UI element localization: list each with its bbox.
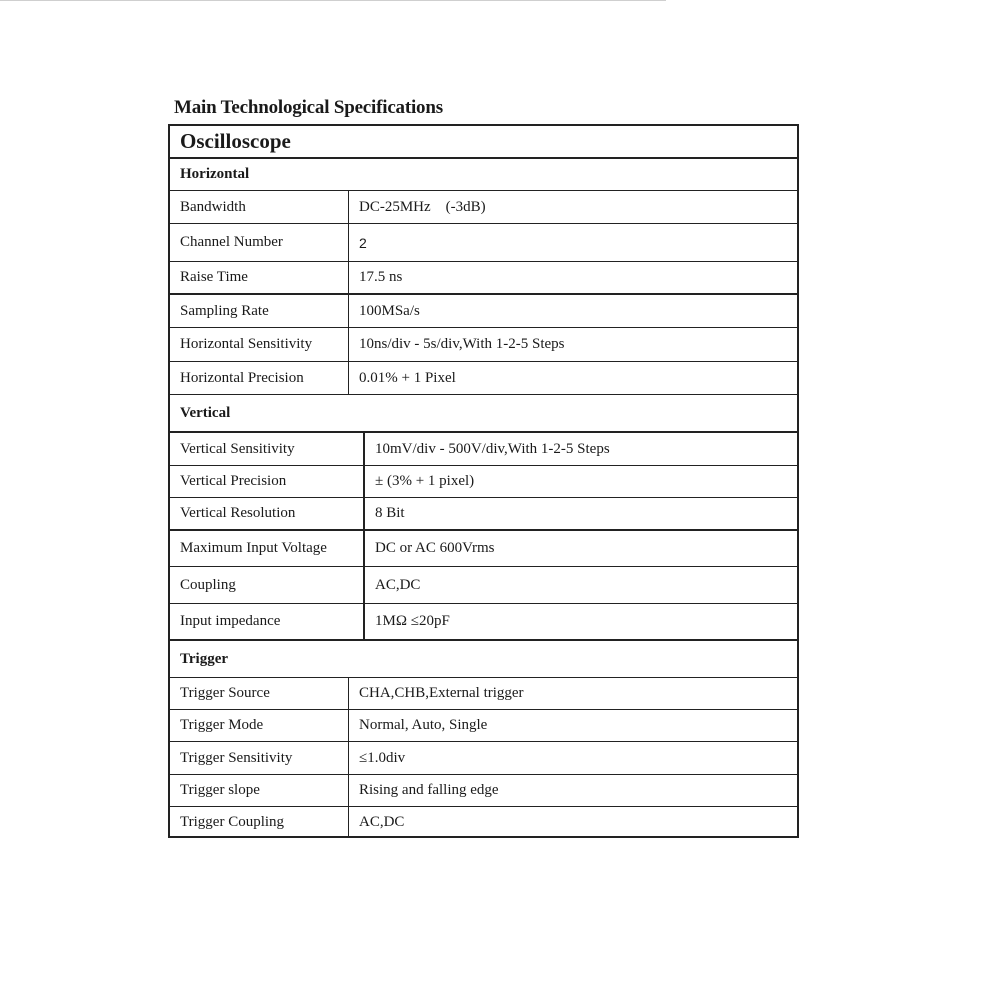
table-row xyxy=(170,807,797,838)
section-title-trigger: Trigger xyxy=(180,650,229,667)
table-row xyxy=(170,362,797,395)
spec-label: Vertical Sensitivity xyxy=(180,440,295,457)
spec-label: Vertical Precision xyxy=(180,473,287,489)
spec-label: Horizontal Precision xyxy=(180,369,304,386)
spec-value: DC-25MHz (-3dB) xyxy=(348,191,797,223)
table-heading-row xyxy=(170,126,797,159)
table-row xyxy=(170,466,797,498)
spec-label: Trigger Coupling xyxy=(180,814,285,830)
spec-value: DC or AC 600Vrms xyxy=(363,531,797,566)
spec-label: Horizontal Sensitivity xyxy=(180,336,313,352)
table-row xyxy=(170,328,797,362)
table-heading: Oscilloscope xyxy=(180,129,291,153)
table-row xyxy=(170,710,797,742)
spec-value: AC,DC xyxy=(348,807,797,838)
spec-value: 1MΩ ≤20pF xyxy=(363,604,797,639)
table-row xyxy=(170,775,797,807)
section-row-trigger xyxy=(170,641,797,678)
table-row xyxy=(170,498,797,531)
table-row xyxy=(170,262,797,295)
spec-value: 100MSa/s xyxy=(348,295,797,327)
table-row xyxy=(170,191,797,224)
spec-table xyxy=(168,124,799,838)
spec-label: Input impedance xyxy=(180,613,281,629)
spec-value: 2 xyxy=(348,224,797,261)
spec-label: Trigger Mode xyxy=(180,717,264,733)
spec-value: 10mV/div - 500V/div,With 1-2-5 Steps xyxy=(363,433,797,465)
table-row xyxy=(170,224,797,262)
spec-label: Coupling xyxy=(180,576,236,593)
page-title: Main Technological Specifications xyxy=(174,97,443,118)
spec-value: 10ns/div - 5s/div,With 1-2-5 Steps xyxy=(348,328,797,361)
section-title-vertical: Vertical xyxy=(180,404,231,421)
table-row xyxy=(170,742,797,775)
section-row-vertical xyxy=(170,395,797,433)
top-divider-line xyxy=(0,0,666,1)
spec-label: Trigger slope xyxy=(180,782,260,798)
table-row xyxy=(170,567,797,604)
table-row xyxy=(170,295,797,328)
section-title-horizontal: Horizontal xyxy=(180,166,250,182)
table-row xyxy=(170,433,797,466)
spec-label: Trigger Sensitivity xyxy=(180,749,293,766)
spec-value: AC,DC xyxy=(363,567,797,603)
spec-value: ± (3% + 1 pixel) xyxy=(363,466,797,497)
spec-value: 8 Bit xyxy=(363,498,797,529)
spec-label: Maximum Input Voltage xyxy=(180,540,327,556)
spec-value: CHA,CHB,External trigger xyxy=(348,678,797,709)
spec-label: Raise Time xyxy=(180,269,248,285)
section-row-horizontal xyxy=(170,159,797,191)
spec-value: ≤1.0div xyxy=(348,742,797,774)
table-row xyxy=(170,531,797,567)
spec-label: Vertical Resolution xyxy=(180,505,296,521)
table-row xyxy=(170,678,797,710)
spec-label: Channel Number xyxy=(180,234,283,250)
spec-label: Bandwidth xyxy=(180,198,246,215)
spec-value: Rising and falling edge xyxy=(348,775,797,806)
table-row xyxy=(170,604,797,641)
spec-value: 0.01% + 1 Pixel xyxy=(348,362,797,394)
spec-label: Trigger Source xyxy=(180,685,270,701)
spec-value: 17.5 ns xyxy=(348,262,797,293)
spec-label: Sampling Rate xyxy=(180,302,269,319)
spec-value: Normal, Auto, Single xyxy=(348,710,797,741)
